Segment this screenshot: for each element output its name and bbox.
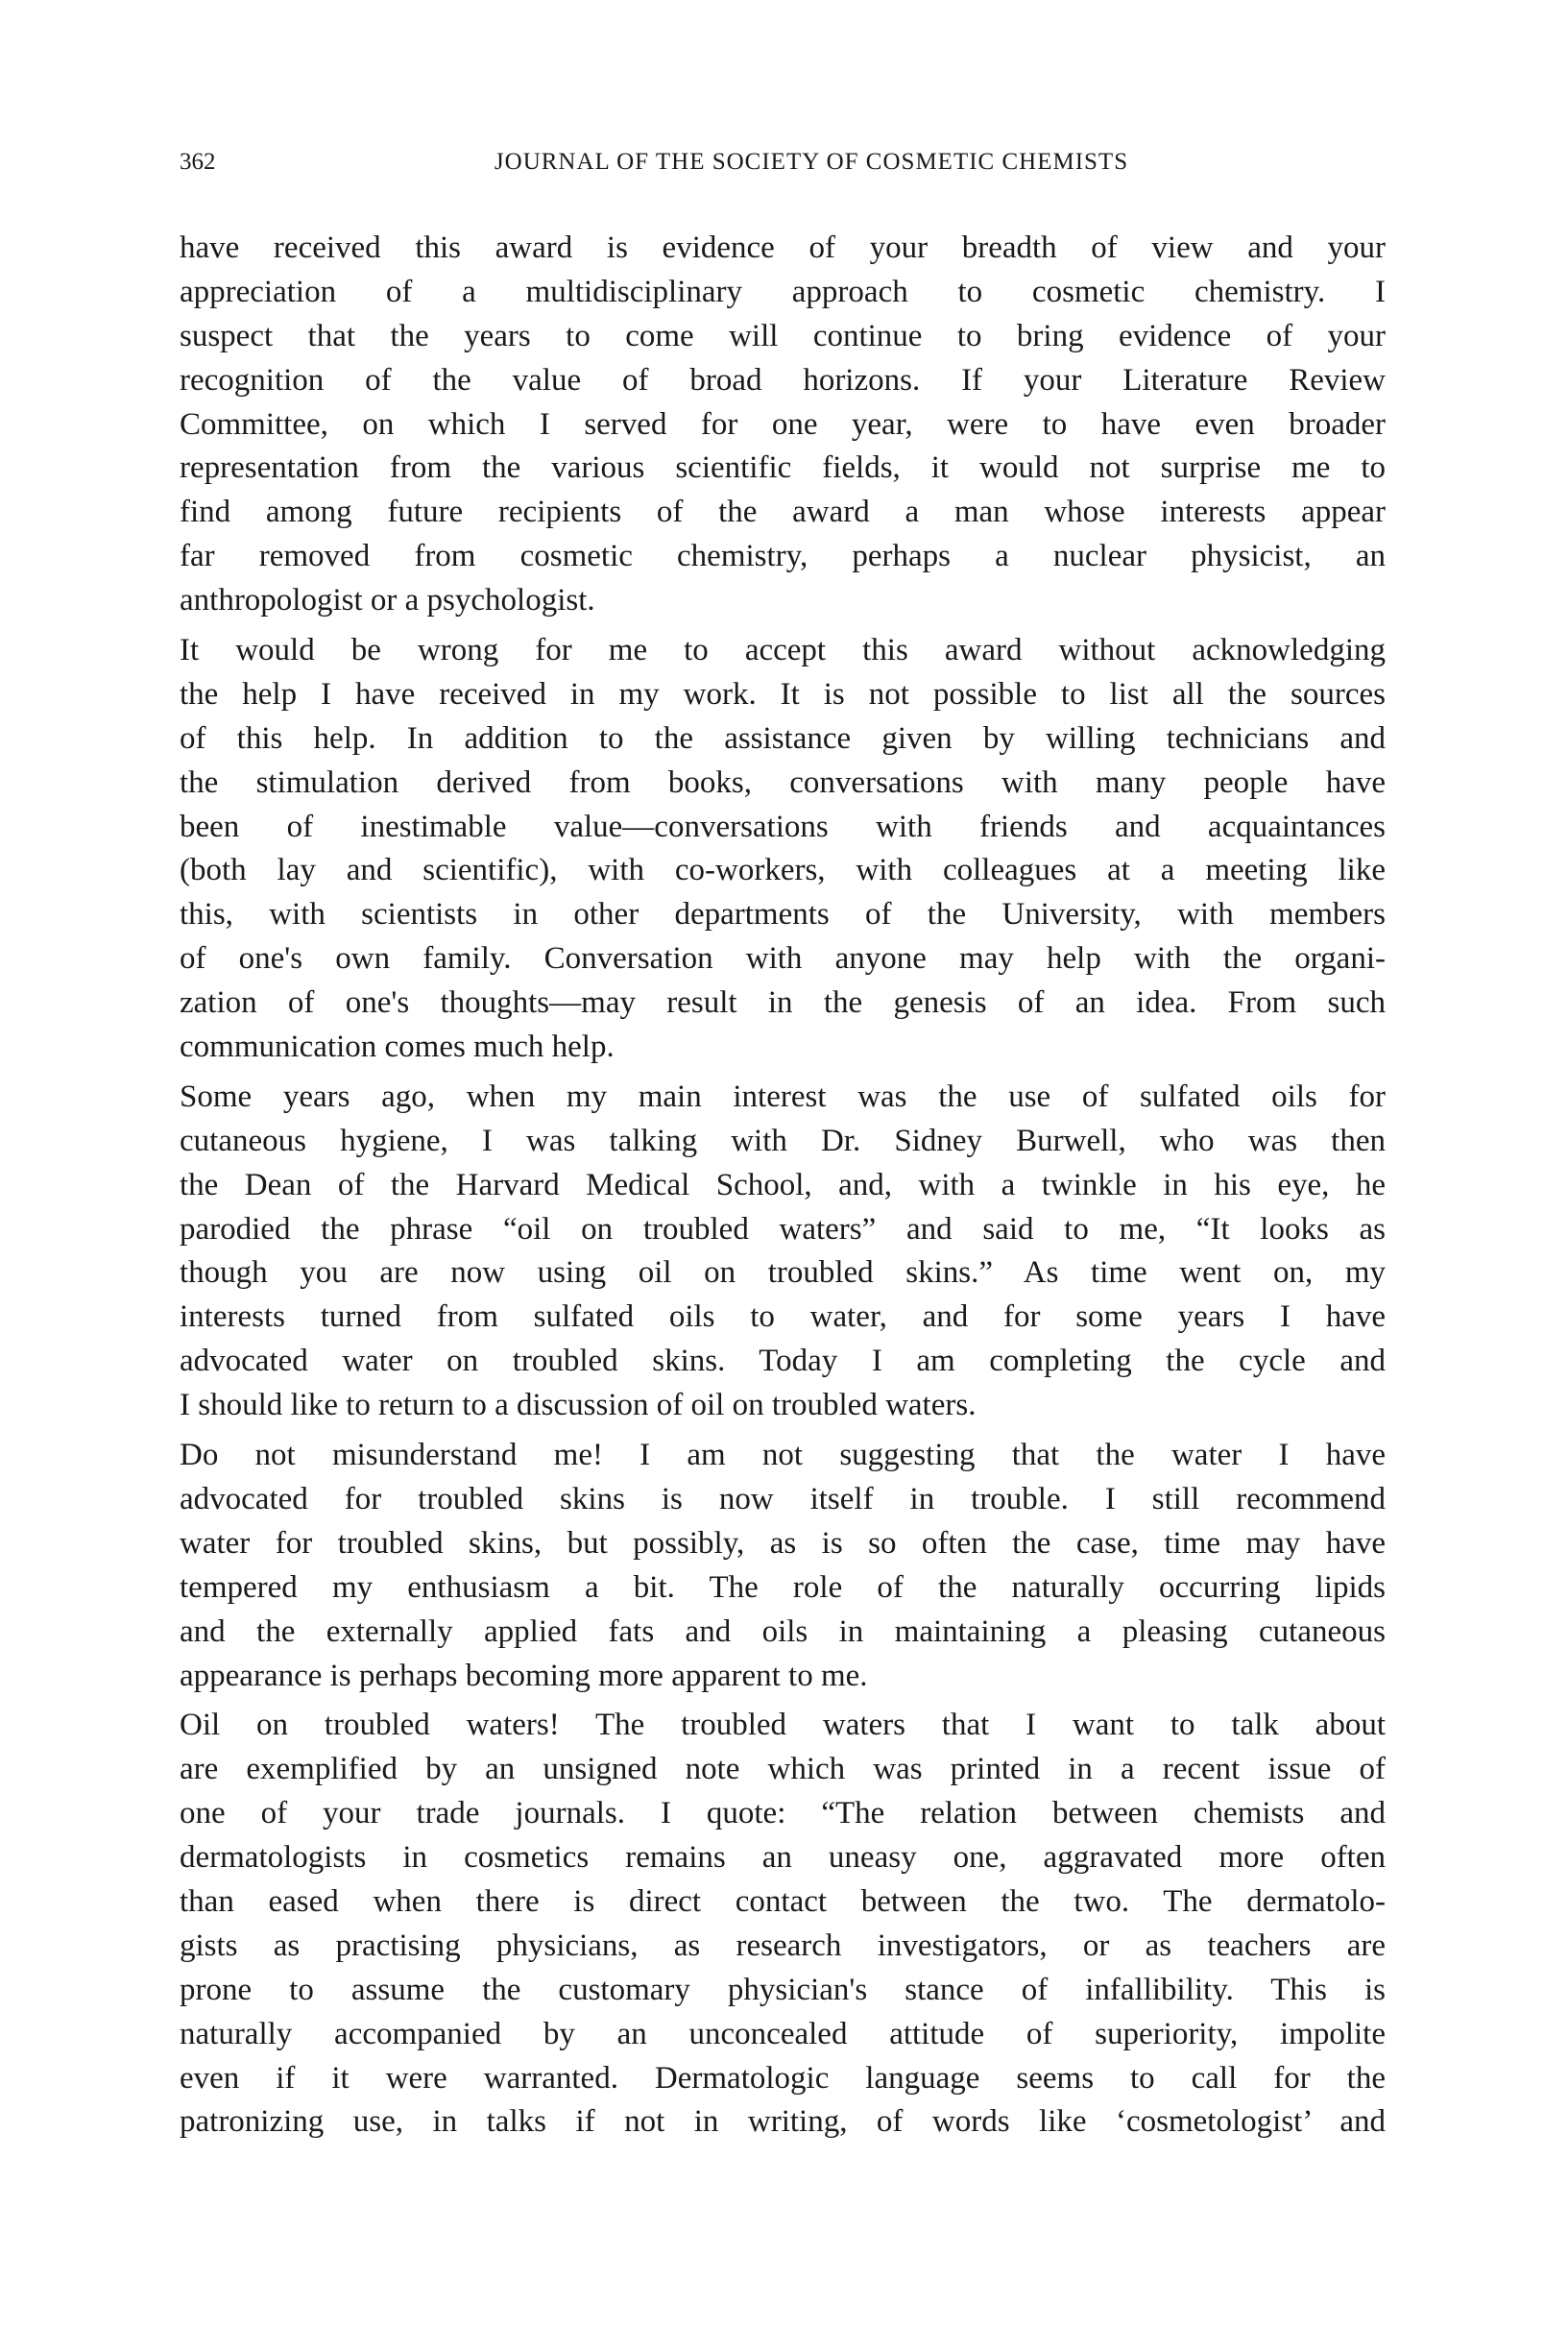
text-line: advocated for troubled skins is now itself in trouble. I still recommend <box>180 1481 1386 1516</box>
text-line: Oil on troubled waters! The troubled waters that I want to talk about <box>180 1708 1386 1743</box>
text-line: dermatologists in cosmetics remains an uneasy one, aggravated more often <box>180 1840 1386 1876</box>
text-line: find among future recipients of the award a man whose interests appear <box>180 495 1386 530</box>
text-line: have received this award is evidence of your breadth of view and your <box>180 230 1386 265</box>
text-line: naturally accompanied by an unconcealed attitude of superiority, impolite <box>180 2016 1386 2051</box>
text-line: though you are now using oil on troubled skins.” As time went on, my <box>180 1255 1386 1291</box>
text-line: recognition of the value of broad horizons. If your Literature Review <box>180 362 1386 398</box>
paragraph <box>180 629 1386 1070</box>
text-line: water for troubled skins, but possibly, as is so often the case, time may have <box>180 1525 1386 1561</box>
text-line: one of your trade journals. I quote: “The relation between chemists and <box>180 1796 1386 1831</box>
text-line: communication comes much help. <box>180 1030 615 1065</box>
running-header <box>180 149 1386 187</box>
text-line: even if it were warranted. Dermatologic language seems to call for the <box>180 2060 1386 2096</box>
paragraph <box>180 1704 1386 2145</box>
text-line: Some years ago, when my main interest was the use of sulfated oils for <box>180 1079 1386 1114</box>
page-number: 362 <box>180 149 216 175</box>
text-line: the help I have received in my work. It is not possible to list all the sources <box>180 676 1386 712</box>
text-line: Do not misunderstand me! I am not suggesting that the water I have <box>180 1438 1386 1473</box>
text-line: It would be wrong for me to accept this award without acknowledging <box>180 633 1386 668</box>
text-line: anthropologist or a psychologist. <box>180 583 595 618</box>
text-line: far removed from cosmetic chemistry, perhaps a nuclear physicist, an <box>180 539 1386 574</box>
paragraph <box>180 1076 1386 1428</box>
text-line: tempered my enthusiasm a bit. The role of the naturally occurring lipids <box>180 1569 1386 1605</box>
text-line: advocated water on troubled skins. Today I am completing the cycle and <box>180 1344 1386 1379</box>
text-line: the stimulation derived from books, conversations with many people have <box>180 764 1386 800</box>
text-line: suspect that the years to come will continue to bring evidence of your <box>180 318 1386 353</box>
journal-title: JOURNAL OF THE SOCIETY OF COSMETIC CHEMISTS <box>494 149 1129 175</box>
text-line: representation from the various scientific fields, it would not surprise me to <box>180 450 1386 486</box>
paragraph <box>180 1434 1386 1698</box>
text-line: I should like to return to a discussion of oil on troubled waters. <box>180 1388 977 1423</box>
text-line: cutaneous hygiene, I was talking with Dr. Sidney Burwell, who was then <box>180 1123 1386 1158</box>
paragraph <box>180 227 1386 623</box>
text-line: the Dean of the Harvard Medical School, and, with a twinkle in his eye, he <box>180 1167 1386 1202</box>
text-line: been of inestimable value—conversations with friends and acquaintances <box>180 809 1386 844</box>
text-line: patronizing use, in talks if not in writing, of words like ‘cosmetologist’ and <box>180 2104 1386 2140</box>
text-line: Committee, on which I served for one year, were to have even broader <box>180 406 1386 442</box>
text-line: interests turned from sulfated oils to water, and for some years I have <box>180 1299 1386 1335</box>
text-line: appreciation of a multidisciplinary approach to cosmetic chemistry. I <box>180 274 1386 309</box>
text-line: gists as practising physicians, as research investigators, or as teachers are <box>180 1928 1386 1963</box>
text-line: of one's own family. Conversation with anyone may help with the organi- <box>180 941 1386 977</box>
text-line: of this help. In addition to the assistance given by willing technicians and <box>180 720 1386 756</box>
text-line: and the externally applied fats and oils in maintaining a pleasing cutaneous <box>180 1613 1386 1649</box>
text-line: appearance is perhaps becoming more apparent to me. <box>180 1658 868 1693</box>
text-line: than eased when there is direct contact between the two. The dermatolo- <box>180 1883 1386 1919</box>
text-line: parodied the phrase “oil on troubled waters” and said to me, “It looks as <box>180 1211 1386 1247</box>
text-line: are exemplified by an unsigned note which was printed in a recent issue of <box>180 1752 1386 1787</box>
text-line: prone to assume the customary physician's stance of infallibility. This is <box>180 1972 1386 2007</box>
text-line: (both lay and scientific), with co-workers, with colleagues at a meeting like <box>180 853 1386 888</box>
text-line: this, with scientists in other departments of the University, with members <box>180 897 1386 933</box>
text-line: zation of one's thoughts—may result in the genesis of an idea. From such <box>180 985 1386 1021</box>
article-body <box>180 227 1386 2150</box>
